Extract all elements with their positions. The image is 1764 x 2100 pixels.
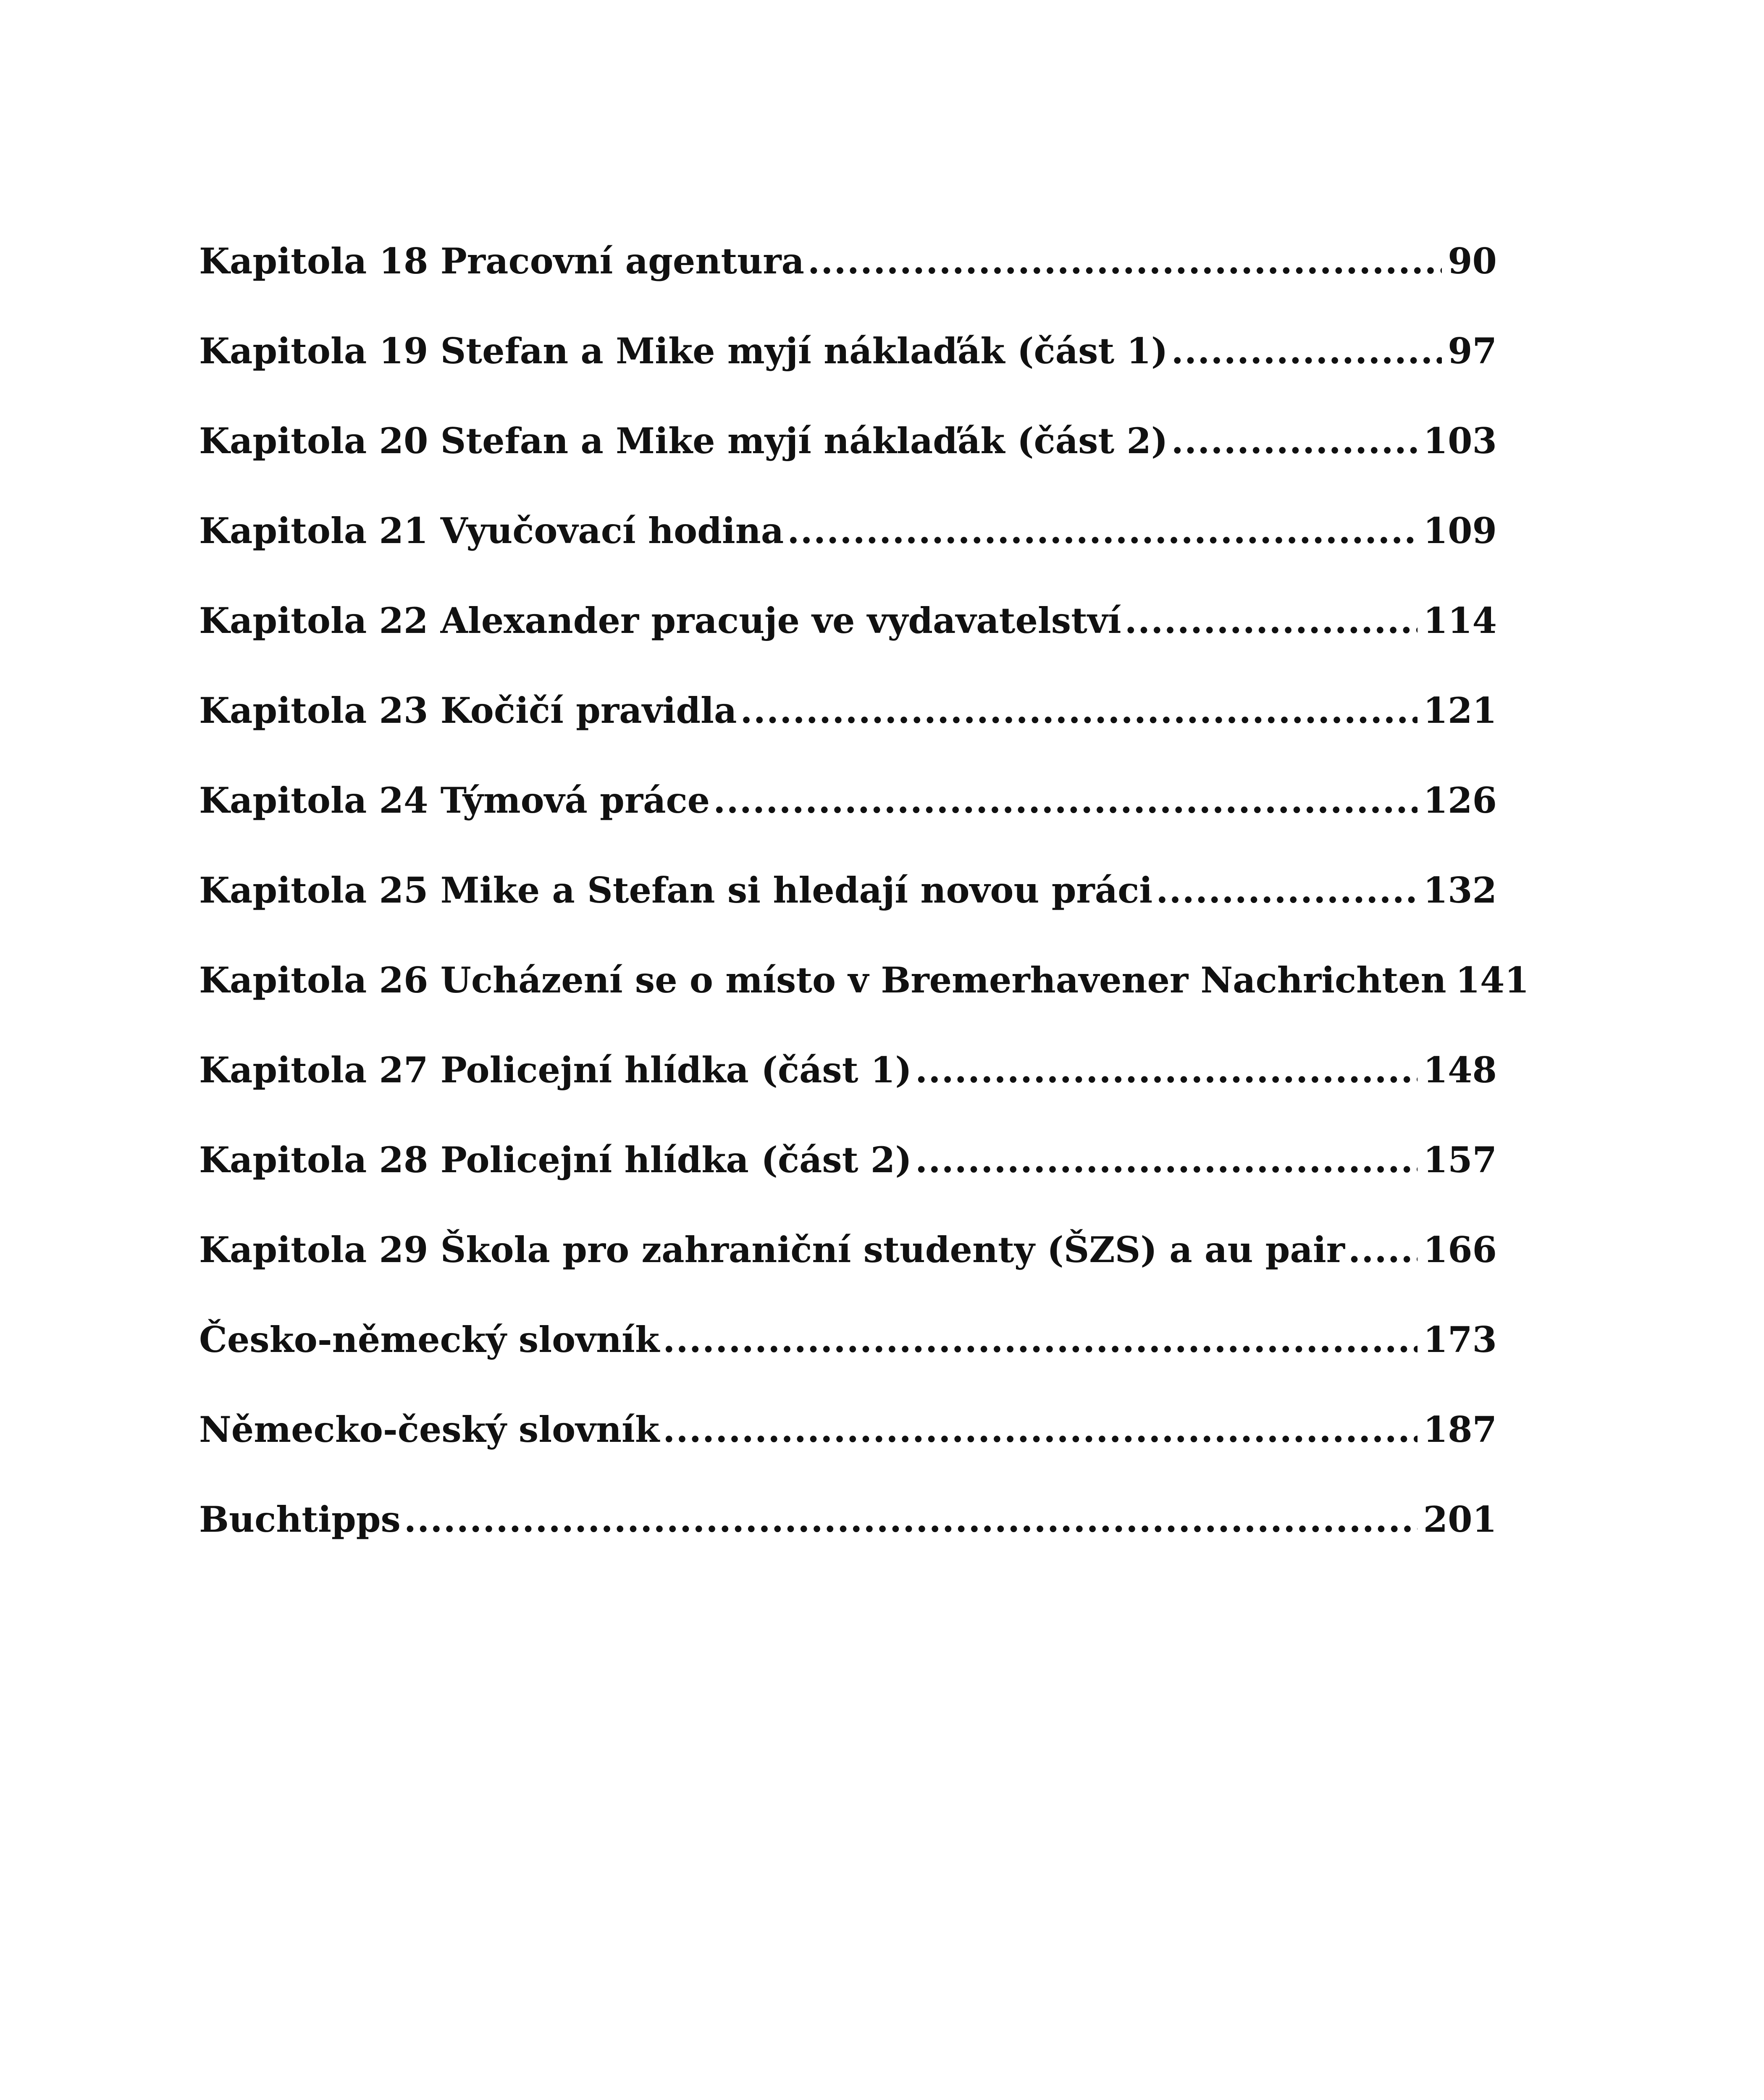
- toc-entry-page: 187: [1423, 1409, 1497, 1450]
- toc-entry-title: Kapitola 18 Pracovní agentura: [199, 240, 804, 282]
- toc-entry: [199, 1319, 1497, 1412]
- toc-dot-leader: [915, 1053, 1418, 1088]
- toc-dot-leader: [663, 1322, 1418, 1357]
- toc-entry: [199, 780, 1497, 873]
- toc-entry-title: Česko-německý slovník: [199, 1319, 660, 1360]
- toc-dot-leader: [1171, 423, 1418, 459]
- toc-entry-page: 166: [1423, 1229, 1497, 1270]
- toc-entry: [199, 1049, 1497, 1142]
- toc-entry: [199, 420, 1497, 513]
- toc-entry-title: Kapitola 21 Vyučovací hodina: [199, 510, 784, 551]
- toc-entry: [199, 330, 1497, 423]
- toc-entry-title: Kapitola 24 Týmová práce: [199, 780, 710, 821]
- toc-entry-title: Buchtipps: [199, 1499, 401, 1540]
- toc-entry-page: 157: [1423, 1139, 1497, 1181]
- toc-entry-page: 90: [1448, 240, 1497, 282]
- toc-dot-leader: [1156, 873, 1417, 908]
- toc-entry: [199, 690, 1497, 783]
- toc-dot-leader: [915, 1142, 1418, 1178]
- toc-entry-page: 109: [1423, 510, 1497, 551]
- toc-entry-page: 114: [1423, 600, 1497, 641]
- toc-entry-title: Kapitola 27 Policejní hlídka (část 1): [199, 1049, 912, 1091]
- toc-entry: [199, 600, 1497, 693]
- toc-entry: [199, 240, 1497, 333]
- toc-entry-title: Německo-český slovník: [199, 1409, 660, 1450]
- toc-entry-page: 103: [1423, 420, 1497, 462]
- toc-entry: [199, 1499, 1497, 1592]
- toc-entry-title: Kapitola 29 Škola pro zahraniční studenty (ŠZS) a au pair: [199, 1229, 1345, 1270]
- toc-entry-page: 148: [1423, 1049, 1497, 1091]
- toc-entry-page: 201: [1423, 1499, 1497, 1540]
- toc-dot-leader: [808, 244, 1442, 279]
- toc-entry-title: Kapitola 26 Ucházení se o místo v Bremerhavener Nachrichten: [199, 959, 1446, 1001]
- toc-entry-page: 141: [1455, 959, 1529, 1001]
- toc-entry-page: 173: [1423, 1319, 1497, 1360]
- toc-dot-leader: [787, 513, 1417, 549]
- toc-entry: [199, 1409, 1497, 1502]
- toc-entry-title: Kapitola 28 Policejní hlídka (část 2): [199, 1139, 912, 1181]
- toc-entry: [199, 959, 1529, 1053]
- toc-entry-title: Kapitola 23 Kočičí pravidla: [199, 690, 737, 731]
- toc-entry-title: Kapitola 22 Alexander pracuje ve vydavatelství: [199, 600, 1121, 641]
- toc-entry: [199, 1229, 1497, 1322]
- toc-dot-leader: [663, 1412, 1418, 1447]
- toc-entry: [199, 869, 1497, 963]
- toc-dot-leader: [404, 1502, 1418, 1537]
- toc-dot-leader: [740, 693, 1417, 728]
- toc-dot-leader: [1348, 1232, 1418, 1268]
- toc-entry-title: Kapitola 20 Stefan a Mike myjí náklaďák (část 2): [199, 420, 1168, 462]
- toc-entry: [199, 1139, 1497, 1232]
- toc-dot-leader: [1125, 603, 1418, 638]
- toc-entry-page: 97: [1448, 330, 1497, 372]
- toc-entry-page: 132: [1423, 869, 1497, 911]
- toc-entry-title: Kapitola 19 Stefan a Mike myjí náklaďák (část 1): [199, 330, 1168, 372]
- toc-entry-page: 121: [1423, 690, 1497, 731]
- toc-dot-leader: [713, 783, 1418, 818]
- toc-entry-page: 126: [1423, 780, 1497, 821]
- toc-entry-title: Kapitola 25 Mike a Stefan si hledají novou práci: [199, 869, 1153, 911]
- toc-entry: [199, 510, 1497, 603]
- toc-dot-leader: [1171, 333, 1442, 369]
- table-of-contents: [199, 240, 1529, 1592]
